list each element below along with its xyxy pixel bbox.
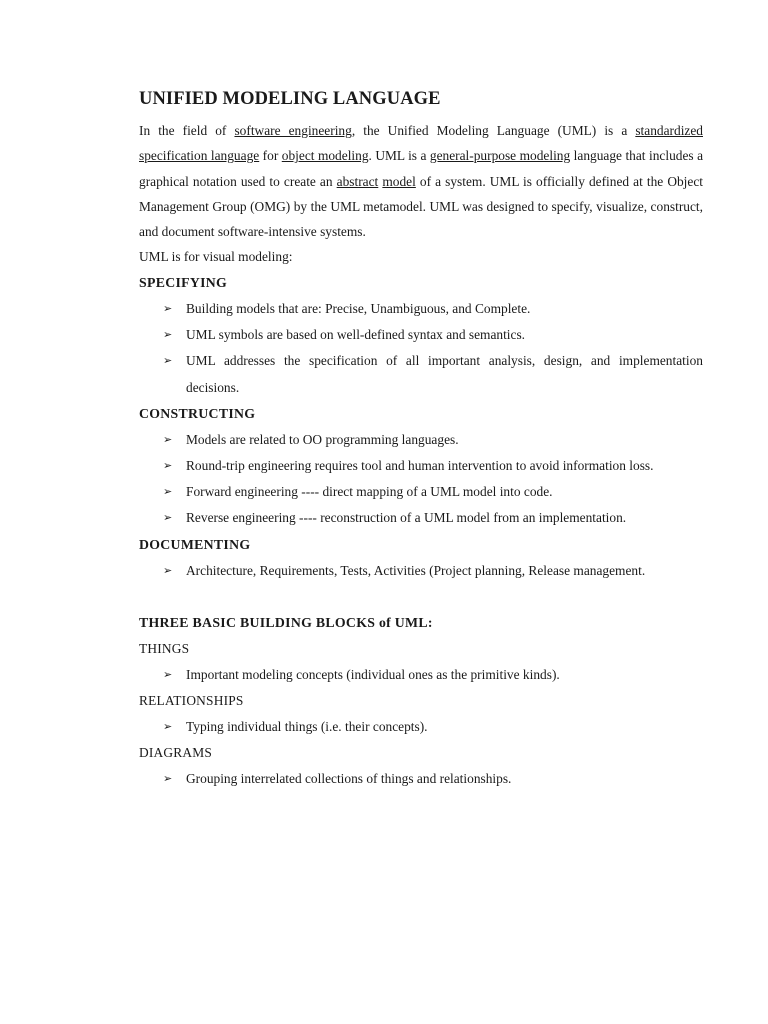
list-item-text: Models are related to OO programming languages. — [186, 431, 459, 447]
list-item-text: Round-trip engineering requires tool and human intervention to avoid information loss. — [186, 458, 654, 473]
intro-text: language that includes a graphical notation used to create an — [139, 148, 704, 189]
constructing-list — [139, 427, 703, 532]
section-heading-building-blocks: THREE BASIC BUILDING BLOCKS of UML: — [139, 614, 433, 630]
diagrams-list — [139, 766, 703, 792]
list-item — [139, 348, 703, 400]
list-item — [139, 427, 703, 453]
list-item — [139, 479, 703, 505]
specifying-list — [139, 296, 703, 401]
arrowhead-bullet-icon: ➢ — [163, 721, 173, 734]
list-item — [139, 558, 703, 584]
list-item — [139, 662, 703, 688]
documenting-list — [139, 558, 703, 584]
list-item — [139, 322, 703, 348]
category-things: THINGS — [139, 640, 190, 656]
list-item-text: UML symbols are based on well-defined syntax and semantics. — [186, 327, 526, 343]
list-item-text: Important modeling concepts (individual ones as the primitive kinds). — [186, 666, 560, 682]
list-item-text: Grouping interrelated collections of things and relationships. — [186, 771, 512, 787]
arrowhead-bullet-icon: ➢ — [163, 355, 173, 368]
arrowhead-bullet-icon: ➢ — [163, 773, 173, 786]
page-title: UNIFIED MODELING LANGUAGE — [139, 89, 441, 109]
things-list — [139, 662, 703, 688]
intro-text: , the Unified Modeling Language (UML) is a — [351, 123, 636, 138]
arrowhead-bullet-icon: ➢ — [163, 329, 173, 342]
link-object-modeling[interactable]: object modeling — [281, 148, 369, 164]
category-diagrams: DIAGRAMS — [139, 745, 213, 761]
link-model[interactable]: model — [382, 173, 416, 189]
arrowhead-bullet-icon: ➢ — [163, 512, 173, 525]
arrowhead-bullet-icon: ➢ — [163, 486, 173, 499]
arrowhead-bullet-icon: ➢ — [163, 564, 173, 577]
relationships-list — [139, 714, 703, 740]
visual-modeling-line: UML is for visual modeling: — [139, 249, 293, 265]
list-item — [139, 296, 703, 322]
link-abstract[interactable]: abstract — [336, 173, 379, 189]
arrowhead-bullet-icon: ➢ — [163, 460, 173, 472]
document-content — [139, 86, 703, 792]
arrowhead-bullet-icon: ➢ — [163, 433, 173, 446]
link-software-engineering[interactable]: software engineering — [234, 123, 352, 138]
intro-text: for — [259, 148, 282, 164]
section-heading-documenting: DOCUMENTING — [139, 536, 251, 552]
list-item-text: Reverse engineering ---- reconstruction of a UML model from an implementation. — [186, 510, 627, 526]
link-general-purpose-modeling[interactable]: general-purpose modeling — [429, 148, 571, 164]
link-specification-language[interactable]: specification language — [139, 148, 260, 164]
intro-text: In the field of — [139, 123, 235, 138]
list-item — [139, 766, 703, 792]
list-item-text: Forward engineering ---- direct mapping of a UML model into code. — [186, 484, 553, 500]
list-item-text: Building models that are: Precise, Unambiguous, and Complete. — [186, 300, 531, 316]
arrowhead-bullet-icon: ➢ — [163, 302, 173, 315]
list-item — [139, 453, 703, 479]
list-item-text: UML addresses the specification of all important analysis, design, and implementation decisions. — [186, 353, 703, 395]
list-item — [139, 714, 703, 740]
section-heading-specifying: SPECIFYING — [139, 274, 228, 290]
intro-text: . UML is a — [368, 148, 430, 164]
intro-text: of a system. UML is officially defined at the Object Management Group (OMG) by the UML metamodel. UML was designed to specify, visualize, construct, and document software-intensive systems. — [139, 173, 704, 240]
section-heading-constructing: CONSTRUCTING — [139, 405, 256, 421]
list-item — [139, 505, 703, 531]
arrowhead-bullet-icon: ➢ — [163, 668, 173, 681]
intro-paragraph — [139, 118, 703, 244]
list-item-text: Typing individual things (i.e. their concepts). — [186, 719, 428, 735]
category-relationships: RELATIONSHIPS — [139, 693, 244, 709]
link-standardized[interactable]: standardized — [635, 123, 703, 138]
list-item-text: Architecture, Requirements, Tests, Activities (Project planning, Release management. — [186, 562, 646, 578]
